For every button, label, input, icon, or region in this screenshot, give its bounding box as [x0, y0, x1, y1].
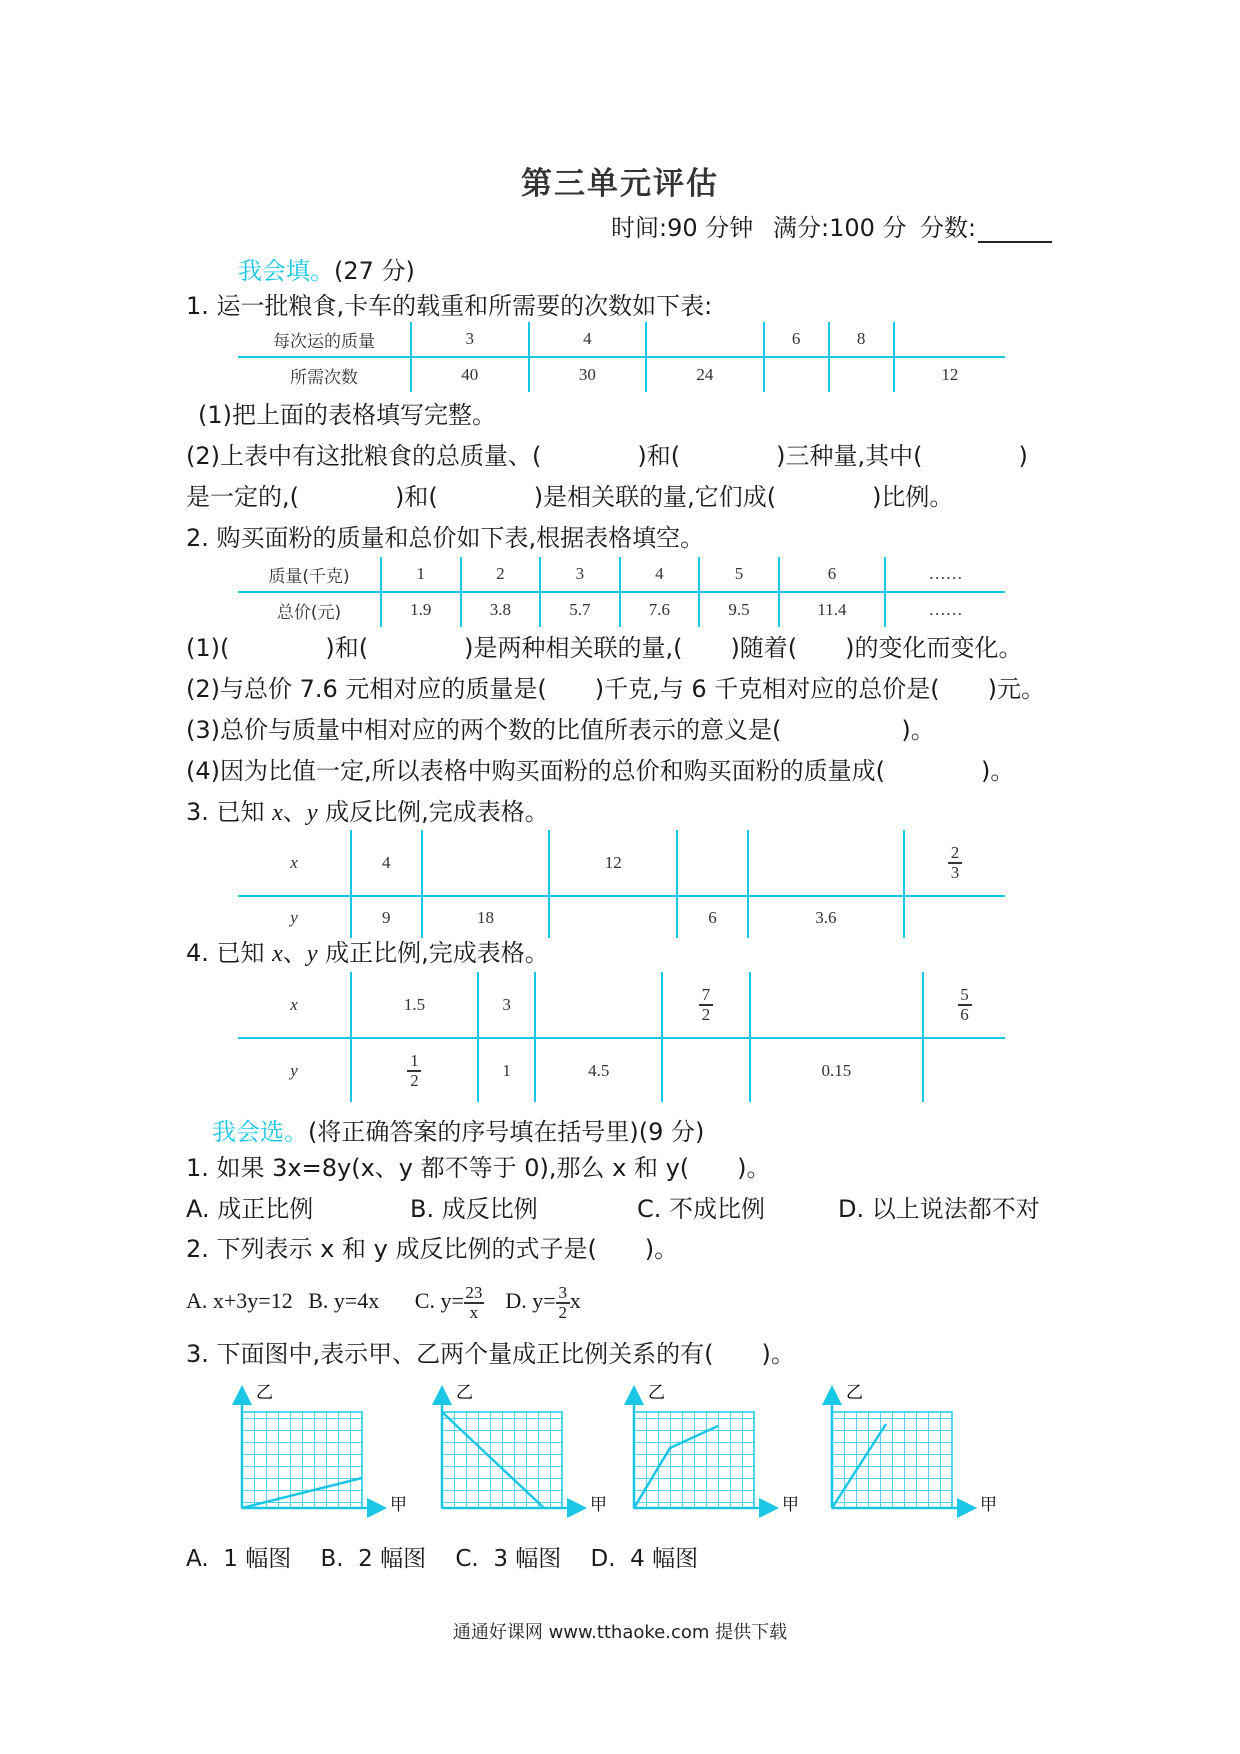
- q1-stem: 1. 运一批粮食,卡车的载重和所需要的次数如下表:: [186, 292, 713, 320]
- q1-row1-head: 每次运的质量: [238, 322, 411, 357]
- q3-y-head: y: [290, 907, 298, 927]
- q1-cell[interactable]: [894, 322, 1005, 357]
- svg-text:乙: 乙: [456, 1383, 473, 1403]
- c1-stem: 1. 如果 3x=8y(x、y 都不等于 0),那么 x 和 y( )。: [186, 1154, 771, 1182]
- c1-option-c[interactable]: C. 不成比例: [637, 1195, 766, 1223]
- section-fill-heading: [238, 251, 415, 286]
- q4-cell[interactable]: 1: [478, 1038, 535, 1102]
- section-fill-points: (27 分): [334, 257, 415, 285]
- q2-row2-head: 总价(元): [276, 602, 342, 623]
- q2-cell: 11.4: [779, 592, 885, 627]
- q4-cell[interactable]: [535, 972, 662, 1038]
- q4-cell[interactable]: 4.5: [535, 1038, 662, 1102]
- q4-cell[interactable]: 0.15: [750, 1038, 923, 1102]
- c3-graphs: [220, 1382, 997, 1515]
- q2-cell: 1.9: [381, 592, 461, 627]
- q3-stem-start: 3. 已知: [186, 798, 273, 826]
- q4-cell[interactable]: 1.5: [351, 972, 478, 1038]
- q4-cell-frac: [662, 972, 749, 1038]
- section-fill-title: 我会填。: [238, 257, 334, 285]
- q4-y-fraction: $\frac{1}{2}$: [407, 1054, 421, 1088]
- q3-cell[interactable]: [904, 896, 1005, 938]
- full-score-info: 满分:100 分: [773, 214, 907, 242]
- q2-cell: 9.5: [699, 592, 779, 627]
- q2-cell: 7.6: [620, 592, 700, 627]
- q2-cell: ……: [885, 592, 1005, 627]
- q3-cell[interactable]: 12: [549, 830, 677, 896]
- c2-stem: 2. 下列表示 x 和 y 成反比例的式子是( )。: [186, 1235, 679, 1263]
- q3-cell[interactable]: 6: [677, 896, 748, 938]
- section-choose-title: 我会选。: [212, 1118, 308, 1146]
- c3-stem: 3. 下面图中,表示甲、乙两个量成正比例关系的有( )。: [186, 1340, 795, 1368]
- page-title: 第三单元评估: [521, 166, 719, 202]
- q2-cell: 1: [381, 557, 461, 592]
- q2-stem: 2. 购买面粉的质量和总价如下表,根据表格填空。: [186, 524, 705, 552]
- q1-part1: (1)把上面的表格填写完整。: [198, 401, 496, 429]
- q3-cell[interactable]: 9: [351, 896, 422, 938]
- c2-option-b[interactable]: B. y=4x: [308, 1288, 380, 1314]
- footer-credit: 通通好课网 www.tthaoke.com 提供下载: [452, 1622, 788, 1643]
- svg-text:甲: 甲: [782, 1495, 799, 1515]
- c2-option-a[interactable]: A. x+3y=12: [186, 1288, 293, 1314]
- q4-cell[interactable]: [662, 1038, 749, 1102]
- q1-cell[interactable]: 30: [529, 357, 647, 392]
- q3-cell-frac: [904, 830, 1005, 896]
- q1-cell[interactable]: 24: [646, 357, 764, 392]
- svg-text:乙: 乙: [846, 1383, 863, 1403]
- q1-cell[interactable]: 8: [829, 322, 894, 357]
- q1-cell[interactable]: [646, 322, 764, 357]
- q1-cell[interactable]: 3: [411, 322, 529, 357]
- q3-x-fraction: $\frac{2}{3}$: [948, 846, 962, 880]
- c1-option-d[interactable]: D. 以上说法都不对: [838, 1195, 1040, 1223]
- q3-cell[interactable]: 18: [422, 896, 550, 938]
- q1-table: [238, 322, 1005, 392]
- q2-part1: (1)( )和( )是两种相关联的量,( )随着( )的变化而变化。: [186, 634, 1023, 662]
- q3-table: [238, 830, 1005, 938]
- c2-options: [186, 1283, 581, 1322]
- graph-3[interactable]: [634, 1383, 799, 1515]
- q1-part2-line1: (2)上表中有这批粮食的总质量、( )和( )三种量,其中( ): [186, 442, 1028, 470]
- q2-part3: (3)总价与质量中相对应的两个数的比值所表示的意义是( )。: [186, 716, 935, 744]
- q3-x-head: x: [238, 830, 351, 896]
- q3-cell[interactable]: [549, 896, 677, 938]
- q1-row2-head: 所需次数: [290, 367, 358, 388]
- score-blank[interactable]: [978, 219, 1052, 243]
- q2-cell: ……: [885, 557, 1005, 592]
- q3-stem: 3. 已知 x、y 成反比例,完成表格。: [186, 798, 549, 826]
- svg-text:甲: 甲: [590, 1495, 607, 1515]
- c1-option-a[interactable]: A. 成正比例: [186, 1195, 314, 1223]
- q3-stem-end: 成反比例,完成表格。: [325, 798, 549, 826]
- q4-stem: 4. 已知 x、y 成正比例,完成表格。: [186, 939, 549, 967]
- c1-option-b[interactable]: B. 成反比例: [410, 1195, 538, 1223]
- q2-row1-head: 质量(千克): [238, 557, 381, 592]
- section-choose-points: (将正确答案的序号填在括号里)(9 分): [308, 1118, 705, 1146]
- q4-cell[interactable]: [750, 972, 923, 1038]
- q1-cell[interactable]: [829, 357, 894, 392]
- time-info: 时间:90 分钟: [611, 214, 754, 242]
- svg-text:乙: 乙: [256, 1383, 273, 1403]
- q4-cell[interactable]: 3: [478, 972, 535, 1038]
- q4-cell-frac: [923, 972, 1005, 1038]
- q4-x-head: x: [238, 972, 351, 1038]
- c2-option-d[interactable]: D. y= $\frac{3}{2}$ x: [505, 1283, 581, 1322]
- q2-part2: (2)与总价 7.6 元相对应的质量是( )千克,与 6 千克相对应的总价是( )元。: [186, 675, 1046, 703]
- q2-cell: 3.8: [461, 592, 541, 627]
- q3-cell[interactable]: [748, 830, 904, 896]
- graph-2[interactable]: [442, 1383, 607, 1515]
- q4-stem-start: 4. 已知: [186, 939, 273, 967]
- q4-table: [238, 972, 1005, 1102]
- c3-options[interactable]: A. 1 幅图 B. 2 幅图 C. 3 幅图 D. 4 幅图: [186, 1546, 699, 1572]
- q3-cell[interactable]: [677, 830, 748, 896]
- q1-part2-line2: 是一定的,( )和( )是相关联的量,它们成( )比例。: [186, 483, 954, 511]
- q1-cell[interactable]: [764, 357, 829, 392]
- q1-cell[interactable]: 4: [529, 322, 647, 357]
- graph-4[interactable]: [832, 1383, 997, 1515]
- q2-cell: 3: [540, 557, 620, 592]
- q2-cell: 5: [699, 557, 779, 592]
- q4-cell[interactable]: [923, 1038, 1005, 1102]
- q2-table: [238, 557, 1005, 627]
- q3-cell[interactable]: [422, 830, 550, 896]
- q2-part4: (4)因为比值一定,所以表格中购买面粉的总价和购买面粉的质量成( )。: [186, 757, 1015, 785]
- q4-stem-end: 成正比例,完成表格。: [325, 939, 549, 967]
- score-field[interactable]: [920, 208, 1052, 243]
- q2-cell: 2: [461, 557, 541, 592]
- q3-cell[interactable]: 4: [351, 830, 422, 896]
- q4-cell-frac: [351, 1038, 478, 1102]
- c2-option-c[interactable]: C. y= $\frac{23}{x}$: [414, 1283, 483, 1322]
- score-label: 分数:: [920, 214, 977, 242]
- q3-cell[interactable]: 3.6: [748, 896, 904, 938]
- q2-cell: 4: [620, 557, 700, 592]
- section-choose-heading: [212, 1112, 704, 1147]
- svg-text:乙: 乙: [648, 1383, 665, 1403]
- q4-y-head: y: [290, 1060, 298, 1080]
- svg-text:甲: 甲: [980, 1495, 997, 1515]
- q4-x-fraction-a: $\frac{7}{2}$: [699, 988, 713, 1022]
- q1-cell[interactable]: 40: [411, 357, 529, 392]
- graph-1[interactable]: [242, 1383, 407, 1515]
- q4-x-fraction-b: $\frac{5}{6}$: [958, 988, 972, 1022]
- q2-cell: 5.7: [540, 592, 620, 627]
- q1-cell[interactable]: 12: [894, 357, 1005, 392]
- svg-text:甲: 甲: [390, 1495, 407, 1515]
- q1-cell[interactable]: 6: [764, 322, 829, 357]
- q2-cell: 6: [779, 557, 885, 592]
